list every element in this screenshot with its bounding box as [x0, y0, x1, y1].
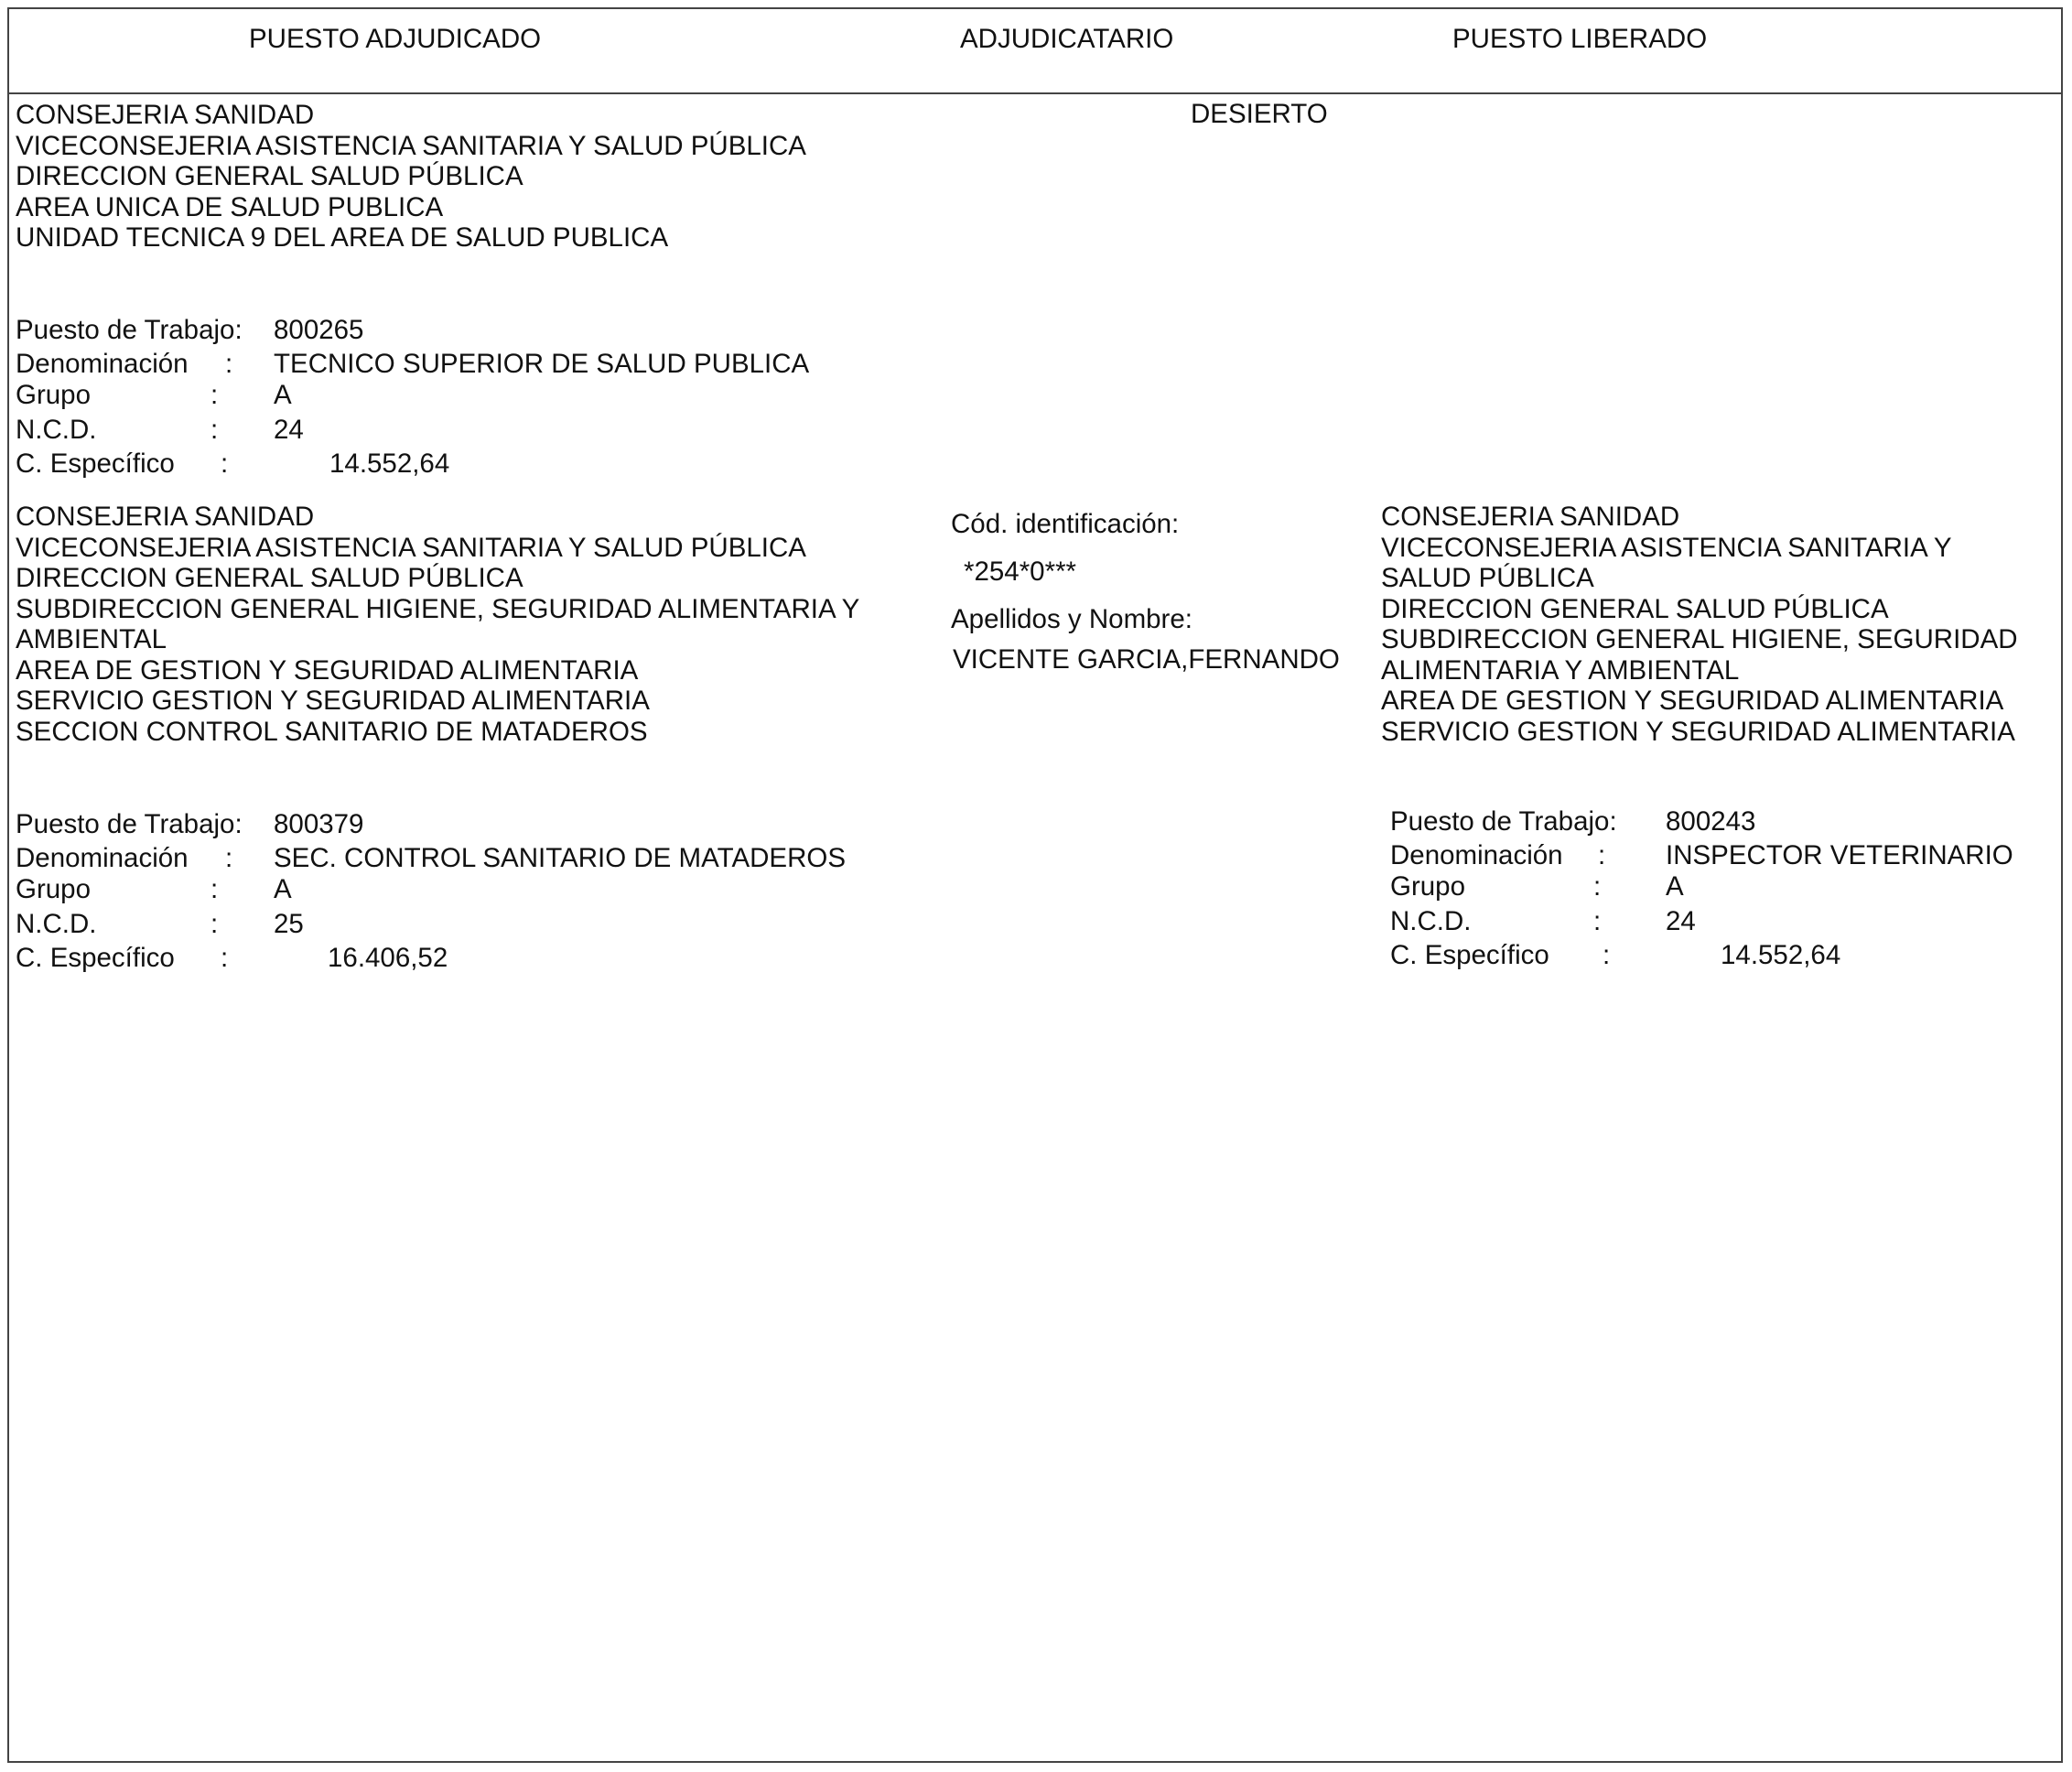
colon: :: [210, 415, 219, 445]
value-ncd: 24: [1666, 906, 1696, 936]
document-frame: [7, 7, 2063, 1763]
org-line: UNIDAD TECNICA 9 DEL AREA DE SALUD PUBLICA: [16, 222, 669, 253]
label-c-especifico: C. Específico: [16, 448, 175, 479]
org-line: SERVICIO GESTION Y SEGURIDAD ALIMENTARIA: [1381, 716, 2015, 747]
org-line: AREA UNICA DE SALUD PUBLICA: [16, 191, 444, 222]
value-puesto-trabajo: 800265: [274, 315, 364, 345]
row2-organization: [16, 502, 859, 747]
value-puesto-trabajo: 800243: [1666, 806, 1756, 837]
org-line: DIRECCION GENERAL SALUD PÚBLICA: [1381, 593, 1889, 624]
value-denominacion: SEC. CONTROL SANITARIO DE MATADEROS: [274, 843, 847, 873]
colon: :: [210, 909, 219, 939]
label-puesto-trabajo: Puesto de Trabajo:: [16, 315, 243, 345]
colon: :: [1598, 840, 1606, 870]
label-puesto-trabajo: Puesto de Trabajo:: [1390, 806, 1617, 837]
label-grupo: Grupo: [16, 874, 91, 904]
org-line: SECCION CONTROL SANITARIO DE MATADEROS: [16, 716, 648, 747]
org-line: CONSEJERIA SANIDAD: [1381, 502, 1680, 532]
org-line: SALUD PÚBLICA: [1381, 563, 1594, 593]
org-line: VICECONSEJERIA ASISTENCIA SANITARIA Y SALUD PÚBLICA: [16, 532, 806, 563]
label-denominacion: Denominación: [16, 843, 189, 873]
org-line: SUBDIRECCION GENERAL HIGIENE, SEGURIDAD ALIMENTARIA Y: [16, 593, 860, 624]
label-apellidos-nombre: Apellidos y Nombre:: [951, 604, 1192, 634]
value-denominacion: TECNICO SUPERIOR DE SALUD PUBLICA: [274, 349, 810, 379]
value-grupo: A: [1666, 871, 1684, 902]
colon: :: [210, 874, 219, 904]
header-divider: [7, 92, 2063, 94]
org-line: AREA DE GESTION Y SEGURIDAD ALIMENTARIA: [16, 654, 639, 686]
value-codigo-identificacion: *254*0***: [964, 556, 1077, 587]
org-line: DIRECCION GENERAL SALUD PÚBLICA: [16, 563, 523, 593]
header-puesto-liberado: PUESTO LIBERADO: [1452, 24, 1708, 54]
colon: :: [1593, 871, 1602, 902]
colon: :: [225, 843, 233, 873]
header-adjudicatario: ADJUDICATARIO: [960, 24, 1174, 54]
row1-adjudicatario-status: DESIERTO: [1191, 99, 1328, 129]
org-line: AMBIENTAL: [16, 624, 167, 654]
label-denominacion: Denominación: [1390, 840, 1563, 870]
label-c-especifico: C. Específico: [16, 943, 175, 973]
colon: :: [1593, 906, 1602, 936]
value-ncd: 24: [274, 415, 304, 445]
label-grupo: Grupo: [16, 380, 91, 410]
value-grupo: A: [274, 874, 292, 904]
org-line: VICECONSEJERIA ASISTENCIA SANITARIA Y: [1381, 532, 1952, 563]
org-line: DIRECCION GENERAL SALUD PÚBLICA: [16, 161, 523, 191]
label-grupo: Grupo: [1390, 871, 1465, 902]
value-c-especifico: 14.552,64: [329, 448, 450, 479]
label-ncd: N.C.D.: [16, 415, 97, 445]
colon: :: [225, 349, 233, 379]
org-line: SERVICIO GESTION Y SEGURIDAD ALIMENTARIA: [16, 686, 650, 716]
row2-liberado-organization: [1381, 502, 2018, 747]
colon: :: [221, 448, 229, 479]
label-ncd: N.C.D.: [16, 909, 97, 939]
label-ncd: N.C.D.: [1390, 906, 1472, 936]
org-line: VICECONSEJERIA ASISTENCIA SANITARIA Y SALUD PÚBLICA: [16, 130, 806, 161]
value-c-especifico: 14.552,64: [1721, 940, 1841, 970]
label-codigo-identificacion: Cód. identificación:: [951, 509, 1180, 539]
value-apellidos-nombre: VICENTE GARCIA,FERNANDO: [953, 644, 1340, 675]
colon: :: [221, 943, 229, 973]
org-line: AREA DE GESTION Y SEGURIDAD ALIMENTARIA: [1381, 686, 2004, 716]
org-line: CONSEJERIA SANIDAD: [16, 502, 315, 532]
colon: :: [210, 380, 219, 410]
value-grupo: A: [274, 380, 292, 410]
label-puesto-trabajo: Puesto de Trabajo:: [16, 809, 243, 839]
org-line: ALIMENTARIA Y AMBIENTAL: [1381, 654, 1740, 686]
org-line: CONSEJERIA SANIDAD: [16, 100, 315, 130]
header-puesto-adjudicado: PUESTO ADJUDICADO: [249, 24, 542, 54]
value-ncd: 25: [274, 909, 304, 939]
value-denominacion: INSPECTOR VETERINARIO: [1666, 840, 2013, 870]
value-c-especifico: 16.406,52: [328, 943, 448, 973]
row1-organization: [16, 100, 806, 254]
label-denominacion: Denominación: [16, 349, 189, 379]
value-puesto-trabajo: 800379: [274, 809, 364, 839]
label-c-especifico: C. Específico: [1390, 940, 1549, 970]
colon: :: [1603, 940, 1611, 970]
org-line: SUBDIRECCION GENERAL HIGIENE, SEGURIDAD: [1381, 624, 2018, 654]
